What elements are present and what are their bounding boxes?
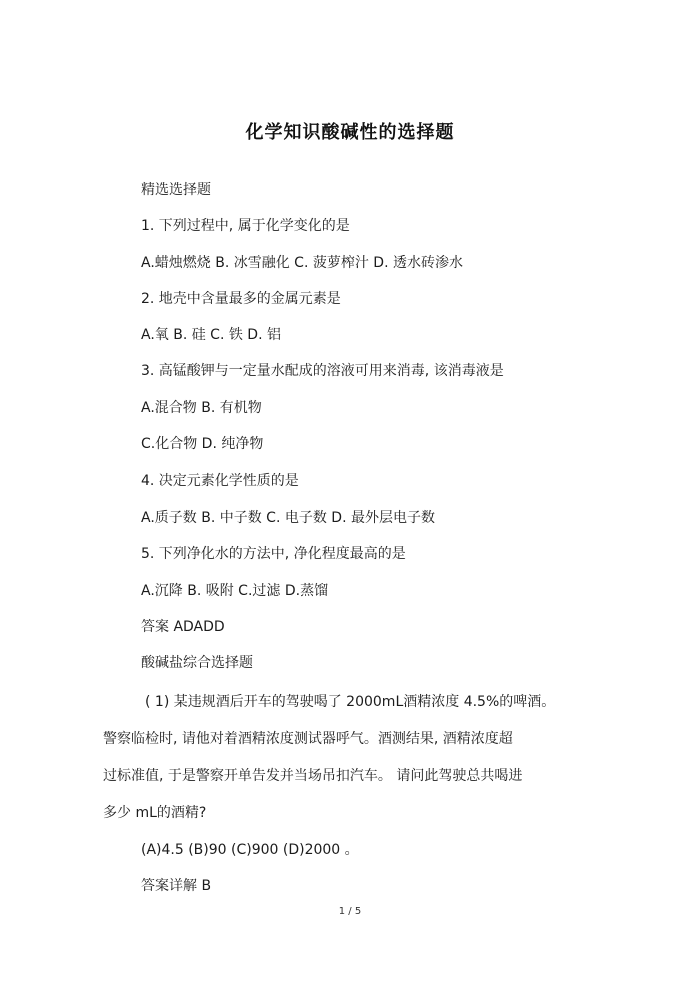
question-2: 2. 地壳中含量最多的金属元素是 [141,291,341,307]
page-number: 1 / 5 [338,906,362,917]
question-3-options-2: C.化合物 D. 纯净物 [141,436,264,452]
question-4: 4. 决定元素化学性质的是 [141,473,299,489]
question-4-options: A.质子数 B. 中子数 C. 电子数 D. 最外层电子数 [141,510,435,526]
paragraph-line: 过标准值, 于是警察开单告发并当场吊扣汽车。 请问此驾驶总共喝进 [103,768,523,784]
question-options: (A)4.5 (B)90 (C)900 (D)2000 。 [141,842,359,858]
answer-key: 答案 ADADD [141,619,225,635]
question-5-options: A.沉降 B. 吸附 C.过滤 D.蒸馏 [141,583,329,599]
question-5: 5. 下列净化水的方法中, 净化程度最高的是 [141,546,406,562]
paragraph-line: ( 1) 某违规酒后开车的驾驶喝了 2000mL酒精浓度 4.5%的啤酒。 [145,694,556,710]
question-2-options: A.氧 B. 硅 C. 铁 D. 铝 [141,327,281,343]
question-1: 1. 下列过程中, 属于化学变化的是 [141,218,350,234]
question-3: 3. 高锰酸钾与一定量水配成的溶液可用来消毒, 该消毒液是 [141,363,504,379]
section-heading: 精选选择题 [141,182,211,198]
question-3-options-1: A.混合物 B. 有机物 [141,400,262,416]
page-title: 化学知识酸碱性的选择题 [245,122,455,143]
paragraph-line: 警察临检时, 请他对着酒精浓度测试器呼气。酒测结果, 酒精浓度超 [103,731,513,747]
question-1-options: A.蜡烛燃烧 B. 冰雪融化 C. 菠萝榨汁 D. 透水砖渗水 [141,255,463,271]
section-heading: 酸碱盐综合选择题 [141,655,253,671]
answer-key: 答案详解 B [141,878,212,894]
paragraph-line: 多少 mL的酒精? [103,805,207,821]
